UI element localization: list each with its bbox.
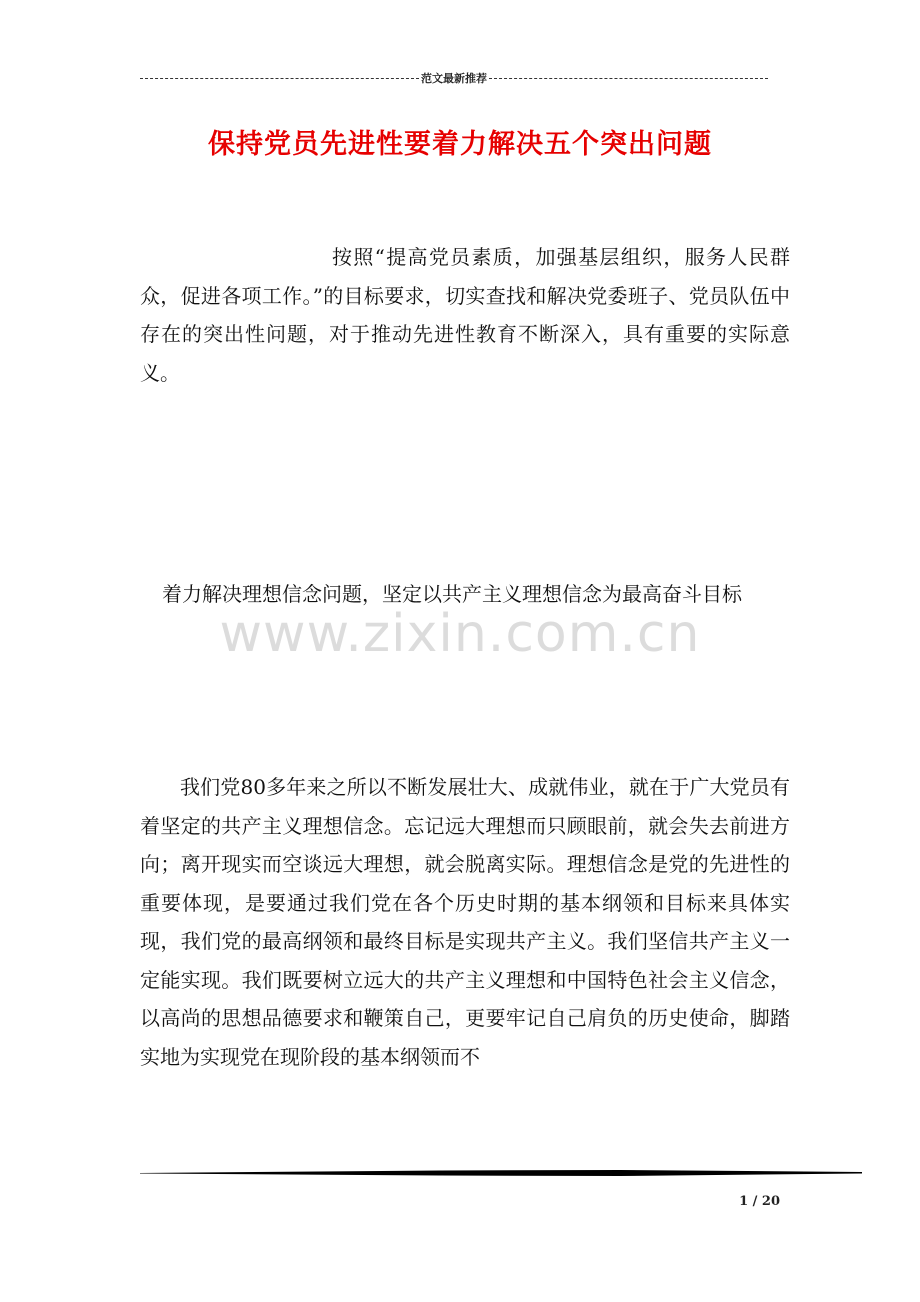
paragraph-body: 我们党80多年来之所以不断发展壮大、成就伟业，就在于广大党员有着坚定的共产主义理想信念。忘记远大理想而只顾眼前，就会失去前进方向；离开现实而空谈远大理想，就会脱离实际。理想信念是党的先进性的重要体现，是要通过我们党在各个历史时期的基本纲领和目标来具体实现，我们党的最高纲领和最终目标是实现共产主义。我们坚信共产主义一定能实现。我们既要树立远大的共产主义理想和中国特色社会主义信念，以高尚的思想品德要求和鞭策自己，更要牢记自己肩负的历史使命，脚踏实地为实现党在现阶段的基本纲领而不: [140, 775, 790, 1069]
header-dashes-left: [140, 78, 419, 79]
document-title: 保持党员先进性要着力解决五个突出问题: [208, 129, 712, 160]
page-header: [140, 70, 768, 86]
paragraph-intro: 按照“提高党员素质，加强基层组织，服务人民群众，促进各项工作。”的目标要求，切实查找和解决党委班子、党员队伍中存在的突出性问题，对于推动先进性教育不断深入，具有重要的实际意义。: [140, 245, 790, 385]
section-heading: 着力解决理想信念问题，坚定以共产主义理想信念为最高奋斗目标: [162, 582, 742, 606]
footer-divider: [140, 1168, 862, 1178]
header-dashes-right: [489, 78, 768, 79]
page-number: 1 / 20: [739, 1194, 780, 1209]
watermark: www.zixin.com.cn: [219, 604, 701, 664]
header-label: 范文最新推荐: [421, 72, 487, 85]
